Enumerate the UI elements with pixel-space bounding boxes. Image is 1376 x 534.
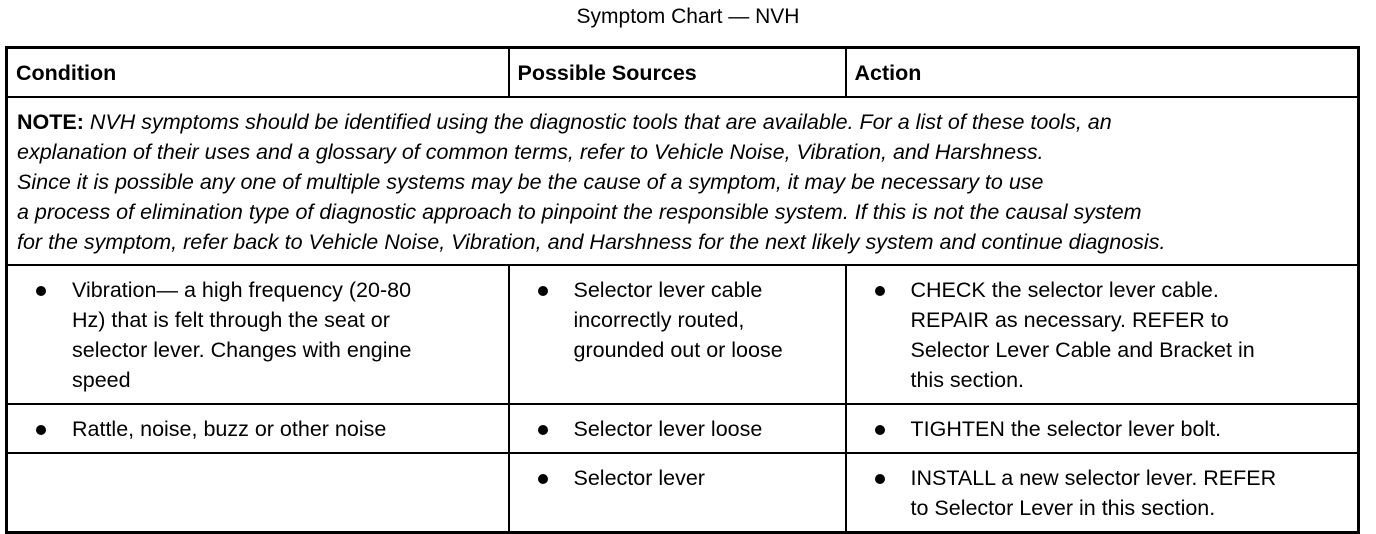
action-item xyxy=(855,463,1350,523)
source-item xyxy=(518,275,837,365)
action-item xyxy=(855,414,1350,444)
text-line: incorrectly routed, xyxy=(573,308,745,332)
text-line: TIGHTEN the selector lever bolt. xyxy=(910,417,1222,441)
bullet-icon xyxy=(875,474,885,484)
source-text xyxy=(574,414,763,444)
note-text-3: Since it is possible any one of multiple systems may be the cause of a symptom, it may be necessary to use xyxy=(17,170,1044,194)
text-line: REPAIR as necessary. REFER to xyxy=(910,308,1229,332)
text-line: speed xyxy=(72,368,131,392)
condition-text xyxy=(72,275,411,395)
action-cell xyxy=(846,404,1359,453)
table-row xyxy=(7,265,1359,404)
source-cell xyxy=(509,265,846,404)
bullet-icon xyxy=(538,286,548,296)
bullet-icon xyxy=(538,474,548,484)
action-text xyxy=(911,414,1222,444)
source-item xyxy=(518,463,837,493)
note-text-5: for the symptom, refer back to Vehicle Noise, Vibration, and Harshness for the next likely system and continue diagnosis. xyxy=(17,230,1166,254)
note-text-1: NVH symptoms should be identified using the diagnostic tools that are available. For a list of these tools, an xyxy=(89,110,1112,134)
action-text xyxy=(911,463,1277,523)
table-row xyxy=(7,453,1359,533)
note-line-1 xyxy=(17,107,1349,137)
source-text xyxy=(574,463,705,493)
text-line: to Selector Lever in this section. xyxy=(910,496,1216,520)
table-row xyxy=(7,404,1359,453)
note-text-2: explanation of their uses and a glossary of common terms, refer to Vehicle Noise, Vibration, and Harshness. xyxy=(17,140,1044,164)
bullet-icon xyxy=(875,425,885,435)
header-action: Action xyxy=(846,48,1359,98)
header-condition: Condition xyxy=(7,48,509,98)
bullet-icon xyxy=(538,425,548,435)
action-cell xyxy=(846,265,1359,404)
action-item xyxy=(855,275,1350,395)
text-line: grounded out or loose xyxy=(573,338,783,362)
note-label: NOTE: xyxy=(17,110,84,134)
condition-item xyxy=(16,275,500,395)
text-line: Rattle, noise, buzz or other noise xyxy=(72,417,387,441)
condition-cell-empty xyxy=(7,453,509,533)
text-line: Selector lever cable xyxy=(573,278,763,302)
text-line: Hz) that is felt through the seat or xyxy=(72,308,390,332)
bullet-icon xyxy=(36,286,46,296)
text-line: this section. xyxy=(910,368,1025,392)
condition-cell xyxy=(7,265,509,404)
symptom-chart-table xyxy=(5,46,1360,534)
source-text xyxy=(574,275,783,365)
header-possible-sources: Possible Sources xyxy=(509,48,846,98)
source-cell xyxy=(509,453,846,533)
note-text-4: a process of elimination type of diagnostic approach to pinpoint the responsible system. If this is not the causal system xyxy=(17,200,1142,224)
header-row xyxy=(7,48,1359,98)
text-line: Selector lever loose xyxy=(573,417,763,441)
text-line: Vibration— a high frequency (20-80 xyxy=(72,278,412,302)
text-line: selector lever. Changes with engine xyxy=(72,338,412,362)
chart-title: Symptom Chart — NVH xyxy=(576,5,800,28)
text-line: CHECK the selector lever cable. xyxy=(910,278,1219,302)
source-cell xyxy=(509,404,846,453)
note-row xyxy=(7,97,1359,265)
action-cell xyxy=(846,453,1359,533)
condition-item xyxy=(16,414,500,444)
bullet-icon xyxy=(36,425,46,435)
note-cell xyxy=(7,97,1359,265)
text-line: INSTALL a new selector lever. REFER xyxy=(910,466,1277,490)
condition-text xyxy=(72,414,386,444)
text-line: Selector Lever Cable and Bracket in xyxy=(910,338,1255,362)
condition-cell xyxy=(7,404,509,453)
action-text xyxy=(911,275,1255,395)
text-line: Selector lever xyxy=(573,466,705,490)
source-item xyxy=(518,414,837,444)
bullet-icon xyxy=(875,286,885,296)
